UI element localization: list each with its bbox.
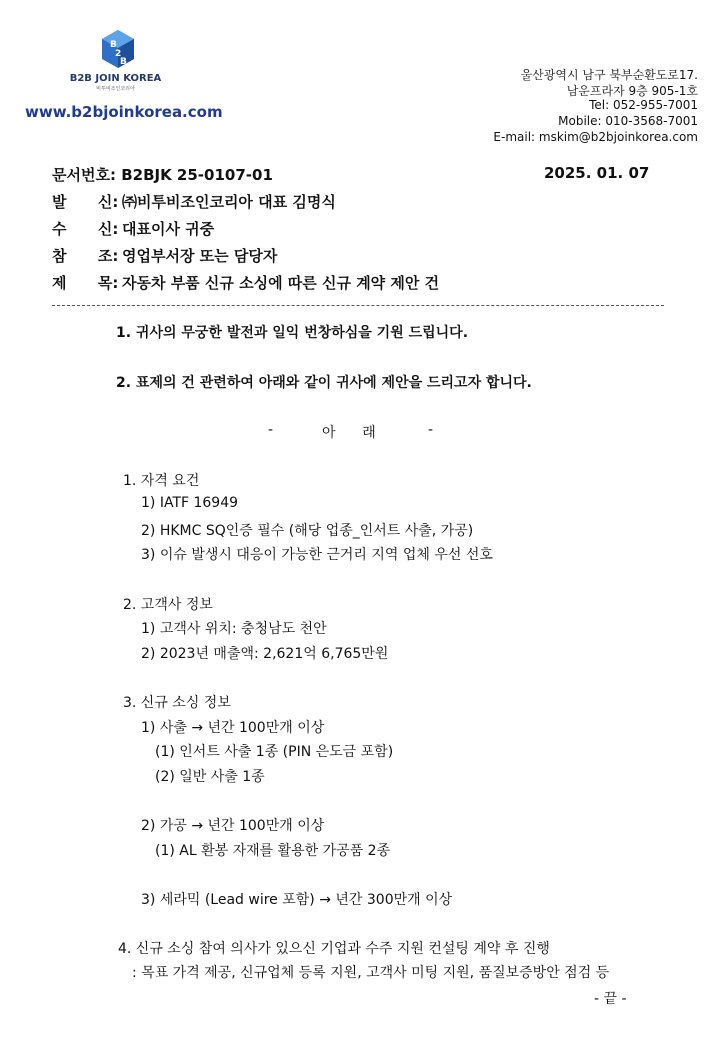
reference-row [52, 245, 277, 266]
address-tel: Tel: 052-955-7001 [589, 98, 698, 112]
svg-text:B: B [119, 57, 127, 67]
section-1-item-3: 3) 이슈 발생시 대응이 가능한 근거리 지역 업체 우선 선호 [141, 547, 493, 563]
logo-name: B2B JOIN KOREA [69, 73, 162, 84]
section-3-item-1b: (2) 일반 사출 1종 [155, 769, 265, 785]
section-3-title: 3. 신규 소싱 정보 [123, 695, 231, 711]
receiver-row [52, 218, 214, 239]
address-email: E-mail: mskim@b2bjoinkorea.com [493, 130, 698, 144]
section-2-title: 2. 고객사 정보 [123, 597, 213, 613]
section-3-item-1: 1) 사출 → 년간 100만개 이상 [141, 720, 325, 736]
svg-text:2: 2 [114, 49, 121, 59]
section-3-item-3: 3) 세라믹 (Lead wire 포함) → 년간 300만개 이상 [141, 892, 453, 908]
section-3-item-2a: (1) AL 환봉 자재를 활용한 가공품 2종 [155, 843, 391, 859]
section-3-item-1a: (1) 인서트 사출 1종 (PIN 은도금 포함) [155, 744, 394, 760]
section-2-item-1: 1) 고객사 위치: 충청남도 천안 [141, 621, 327, 637]
notice-dash-right: - [428, 422, 434, 438]
doc-number-label: 문서번호: [52, 166, 116, 184]
svg-text:B: B [109, 40, 117, 50]
subject: 자동차 부품 신규 소싱에 따른 신규 계약 제안 건 [122, 274, 440, 292]
website-link[interactable]: www.b2bjoinkorea.com [25, 103, 223, 121]
sender-label: 발 신: [52, 193, 119, 211]
section-3-item-2: 2) 가공 → 년간 100만개 이상 [141, 818, 325, 834]
doc-date: 2025. 01. 07 [544, 164, 650, 182]
doc-number: B2BJK 25-0107-01 [121, 166, 273, 184]
b2b-cube-logo-icon [98, 28, 138, 72]
address-line-2: 남운프라자 9층 905-1호 [566, 84, 698, 98]
notice-heading: 아 래 [322, 425, 376, 441]
reference-label: 참 조: [52, 247, 119, 265]
logo-subtitle: 비투비조인코리아 [96, 86, 135, 92]
sender-row [52, 191, 336, 212]
address-mobile: Mobile: 010-3568-7001 [558, 114, 698, 128]
address-line-1: 울산광역시 남구 북부순환도로17. [520, 68, 698, 82]
reference: 영업부서장 또는 담당자 [122, 247, 278, 265]
receiver: 대표이사 귀중 [122, 220, 215, 238]
section-4-note: : 목표 가격 제공, 신규업체 등록 지원, 고객사 미팅 지원, 품질보증방안 점검 등 [132, 965, 610, 981]
section-1-item-2: 2) HKMC SQ인증 필수 (해당 업종_인서트 사출, 가공) [141, 523, 474, 539]
company-logo [70, 28, 165, 76]
subject-row [52, 272, 439, 293]
receiver-label: 수 신: [52, 220, 119, 238]
section-1-item-1: 1) IATF 16949 [141, 495, 239, 511]
paragraph-2: 2. 표제의 건 관련하여 아래와 같이 귀사에 제안을 드리고자 합니다. [116, 375, 532, 391]
paragraph-1: 1. 귀사의 무궁한 발전과 일익 번창하심을 기원 드립니다. [116, 325, 469, 341]
section-2-item-2: 2) 2023년 매출액: 2,621억 6,765만원 [141, 646, 389, 662]
header-divider [52, 305, 664, 306]
section-4-title: 4. 신규 소싱 참여 의사가 있으신 기업과 수주 지원 컨설팅 계약 후 진행 [118, 941, 550, 957]
section-1-title: 1. 자격 요건 [123, 473, 200, 489]
doc-number-row [52, 164, 273, 185]
subject-label: 제 목: [52, 274, 119, 292]
notice-dash-left: - [268, 422, 274, 438]
end-mark: - 끝 - [594, 991, 627, 1007]
sender: ㈜비투비조인코리아 대표 김명식 [122, 193, 336, 211]
